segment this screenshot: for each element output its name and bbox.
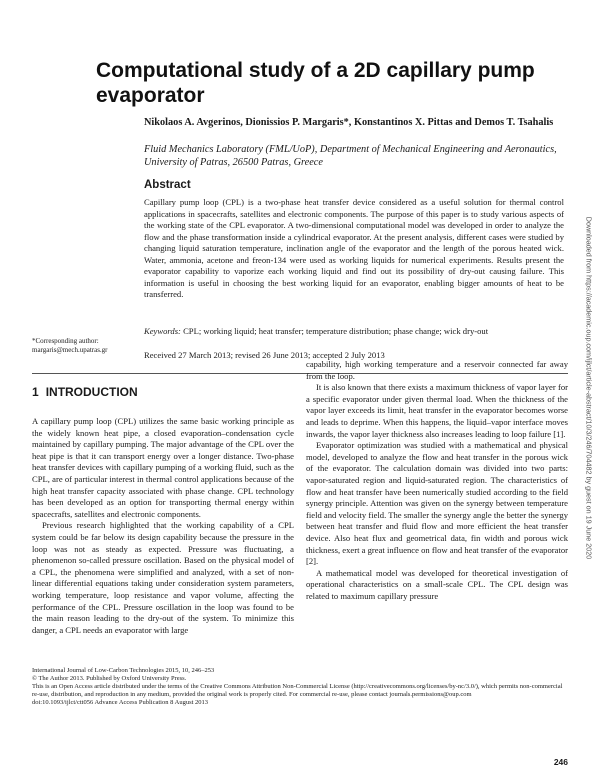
paragraph: It is also known that there exists a maximum thickness of vapor layer for a specific evaporator under given thermal load. When the thickness of the vapor layer exceeds its limit, heat transfer in the evaporator becomes worse and leads to deprime. When this happens, the liquid–vapor interface moves inwards, the vapor layer thickness also increases leading to loop failure [1]. (306, 382, 568, 439)
section-title: INTRODUCTION (45, 385, 138, 399)
license-text: This is an Open Access article distributed under the terms of the Creative Commons Attribution Non-Commercial License (http://creativecommons.org/licenses/by-nc/3.0/), which permits non-commercial re-use, distribution, and reproduction in any medium, provided the original work is properly cited. For commercial re-use, please contact journals.permissions@oup.com (32, 683, 563, 698)
doi-line: doi:10.1093/ijlct/ctt056 Advance Access Publication 8 August 2013 (32, 699, 209, 706)
paragraph: capability, high working temperature and a reservoir connected far away from the loop. (306, 359, 568, 381)
affiliation: Fluid Mechanics Laboratory (FML/UoP), Department of Mechanical Engineering and Aeronautics, University of Patras, 26500 Patras, Greece (144, 144, 557, 168)
abstract-heading: Abstract (144, 179, 191, 191)
keywords-label: Keywords: (144, 326, 181, 336)
paragraph: Evaporator optimization was studied with a mathematical and physical model, developed to analyze the flow and heat transfer in the porous wick of the evaporator. The calculation domain was divided into two parts: vapor-saturated region and liquid-saturated region. The characteristics of flow and heat transfer have been numerically studied according to the field synergy principle. Attention was given on the synergy between temperature field and velocity field. The smaller the synergy angle the better the synergy between heat transfer and fluid flow and more efficient the heat transfer device. Also heat flux and geometrical data, fin width and porous wick thickness, exert a great influence on flow and heat transfer of the evaporator [2]. (306, 440, 568, 567)
section-heading (32, 385, 138, 399)
corresponding-author-note (32, 337, 142, 355)
abstract-text: Capillary pump loop (CPL) is a two-phase heat transfer device considered as a useful solution for thermal control applications in spacecrafts, satellites and electronic components. The purpose of this paper is to study various aspects of the working state of the CPL evaporator. A two-dimensional computational model was developed in order to analyze the flow and the phase transformation inside a cylindrical evaporator. At the present analysis, different cases were studied by changing liquid saturation temperature, inclination angle of the evaporator and the length of the porous heated wick. Water, ammonia, acetone and freon-134 were used as working liquids for numerical experiments. Results present the evaporator capability to vaporize each working liquid and find out its possibility of dry-out causing failure. This information is useful in choosing the best working liquid for an evaporator, enabling bigger amounts of heat to be transferred. (144, 197, 564, 300)
received-dates: Received 27 March 2013; revised 26 June 2013; accepted 2 July 2013 (144, 350, 385, 360)
section-number: 1 (32, 385, 39, 399)
paragraph: A mathematical model was developed for theoretical investigation of operational characteristics on a small-scale CPL. The CPL design was related to maximum capillary pressure (306, 567, 568, 601)
corresponding-author-label: *Corresponding author: (32, 337, 99, 345)
paper-title: Computational study of a 2D capillary pump evaporator (96, 59, 535, 107)
corresponding-author-email[interactable]: margaris@mech.upatras.gr (32, 346, 108, 354)
copyright-line: © The Author 2013. Published by Oxford University Press. (32, 675, 187, 682)
right-column (306, 359, 568, 602)
journal-citation: International Journal of Low-Carbon Technologies 2015, 10, 246–253 (32, 667, 215, 674)
paragraph: Previous research highlighted that the working capability of a CPL system could be far below its design capability because the pressure in the loop was not as steady as expected. Pressure was fluctuating, a phenomenon so-called pressure oscillation. Based on the physical model of a CPL, the phenomena were simplified and analyzed, with a set of non-linear differential equations taking under consideration system parameters, working temperature, loop resistance and vapor volume, affecting the performance of the CPL. Pressure oscillation in the loop was found to be the main reason leading to the dry-out of the system. To minimize this danger, a CPL needs an evaporator with large (32, 520, 294, 635)
paragraph: A capillary pump loop (CPL) utilizes the same basic working principle as the widely known heat pipe, a closed evaporation–condensation cycle maintained by capillary pumping. The major advantage of the CPL over the heat pipe is that it can transport energy over a longer distance. Two-phase heat transfer devices with capillary pumping of a working fluid, such as the CPL, are of particular interest in thermal control applications because of the high heat transfer capacity associated with phase change. CPL technology has been developed as an option for transporting thermal energy within spacecrafts, satellites and electronic components. (32, 416, 294, 519)
left-column (32, 416, 294, 636)
page-footer (32, 667, 568, 707)
author-list: Nikolaos A. Avgerinos, Dionissios P. Margaris*, Konstantinos X. Pittas and Demos T. Tsahalis (144, 117, 554, 128)
keywords (144, 326, 564, 337)
keywords-text: CPL; working liquid; heat transfer; temperature distribution; phase change; wick dry-out (183, 326, 489, 336)
page-number: 246 (553, 757, 568, 767)
download-watermark-text: Downloaded from https://academic.oup.com/ijlct/article-abstract/10/3/246/704482 by guest on 19 June 2020 (584, 216, 594, 560)
